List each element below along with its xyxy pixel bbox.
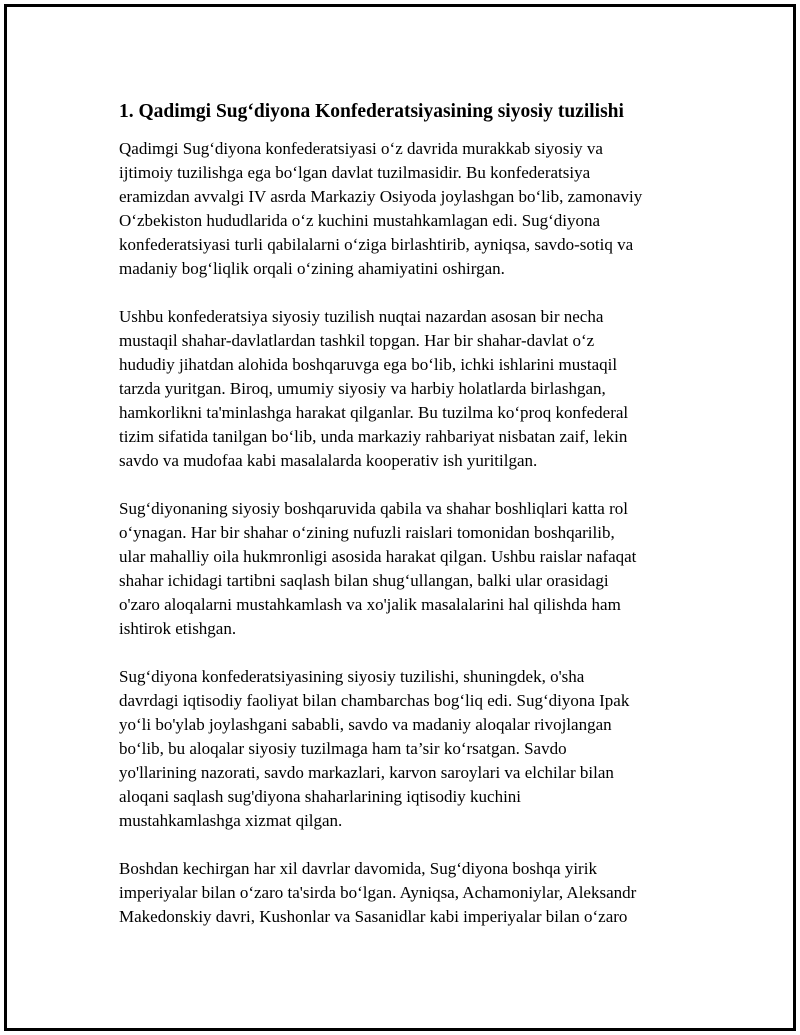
text-line: tarzda yuritgan. Biroq, umumiy siyosiy va harbiy holatlarda birlashgan,	[119, 379, 606, 398]
text-line: Ushbu konfederatsiya siyosiy tuzilish nuqtai nazardan asosan bir necha	[119, 307, 604, 326]
text-line: Sug‘diyona konfederatsiyasining siyosiy tuzilishi, shuningdek, o'sha	[119, 667, 585, 686]
text-line: imperiyalar bilan o‘zaro ta'sirda bo‘lgan. Ayniqsa, Achamoniylar, Aleksandr	[119, 883, 637, 902]
text-line: ishtirok etishgan.	[119, 619, 237, 638]
paragraph-2	[119, 305, 699, 473]
paragraph-list	[119, 137, 699, 929]
paragraph-3	[119, 497, 699, 641]
text-line: o‘ynagan. Har bir shahar o‘zining nufuzli raislari tomonidan boshqarilib,	[119, 523, 615, 542]
text-line: bo‘lib, bu aloqalar siyosiy tuzilmaga ham ta’sir ko‘rsatgan. Savdo	[119, 739, 567, 758]
text-line: madaniy bog‘liqlik orqali o‘zining ahamiyatini oshirgan.	[119, 259, 505, 278]
text-line: hududiy jihatdan alohida boshqaruvga ega bo‘lib, ichki ishlarini mustaqil	[119, 355, 618, 374]
text-line: aloqani saqlash sug'diyona shaharlarining iqtisodiy kuchini	[119, 787, 522, 806]
section-heading: 1. Qadimgi Sug‘diyona Konfederatsiyasining siyosiy tuzilishi	[119, 101, 624, 122]
page-frame	[4, 4, 796, 1031]
text-line: davrdagi iqtisodiy faoliyat bilan chambarchas bog‘liq edi. Sug‘diyona Ipak	[119, 691, 630, 710]
paragraph-5	[119, 857, 699, 929]
text-line: Sug‘diyonaning siyosiy boshqaruvida qabila va shahar boshliqlari katta rol	[119, 499, 628, 518]
text-line: hamkorlikni ta'minlashga harakat qilganlar. Bu tuzilma ko‘proq konfederal	[119, 403, 629, 422]
text-line: Makedonskiy davri, Kushonlar va Sasanidlar kabi imperiyalar bilan o‘zaro	[119, 907, 628, 926]
text-line: mustaqil shahar-davlatlardan tashkil topgan. Har bir shahar-davlat o‘z	[119, 331, 595, 350]
paragraph-1	[119, 137, 699, 281]
text-line: yo'llarining nazorati, savdo markazlari, karvon saroylari va elchilar bilan	[119, 763, 614, 782]
text-line: O‘zbekiston hududlarida o‘z kuchini mustahkamlagan edi. Sug‘diyona	[119, 211, 601, 230]
text-line: eramizdan avvalgi IV asrda Markaziy Osiyoda joylashgan bo‘lib, zamonaviy	[119, 187, 643, 206]
text-line: shahar ichidagi tartibni saqlash bilan shug‘ullangan, balki ular orasidagi	[119, 571, 609, 590]
text-line: konfederatsiyasi turli qabilalarni o‘ziga birlashtirib, ayniqsa, savdo-sotiq va	[119, 235, 634, 254]
text-line: Boshdan kechirgan har xil davrlar davomida, Sug‘diyona boshqa yirik	[119, 859, 597, 878]
text-line: tizim sifatida tanilgan bo‘lib, unda markaziy rahbariyat nisbatan zaif, lekin	[119, 427, 628, 446]
text-line: ijtimoiy tuzilishga ega bo‘lgan davlat tuzilmasidir. Bu konfederatsiya	[119, 163, 591, 182]
text-line: o'zaro aloqalarni mustahkamlash va xo'jalik masalalarini hal qilishda ham	[119, 595, 621, 614]
document-body	[119, 99, 699, 953]
text-line: Qadimgi Sug‘diyona konfederatsiyasi o‘z davrida murakkab siyosiy va	[119, 139, 603, 158]
text-line: savdo va mudofaa kabi masalalarda kooperativ ish yuritilgan.	[119, 451, 538, 470]
text-line: yo‘li bo'ylab joylashgani sababli, savdo va madaniy aloqalar rivojlangan	[119, 715, 612, 734]
text-line: mustahkamlashga xizmat qilgan.	[119, 811, 343, 830]
text-line: ular mahalliy oila hukmronligi asosida harakat qilgan. Ushbu raislar nafaqat	[119, 547, 637, 566]
paragraph-4	[119, 665, 699, 833]
